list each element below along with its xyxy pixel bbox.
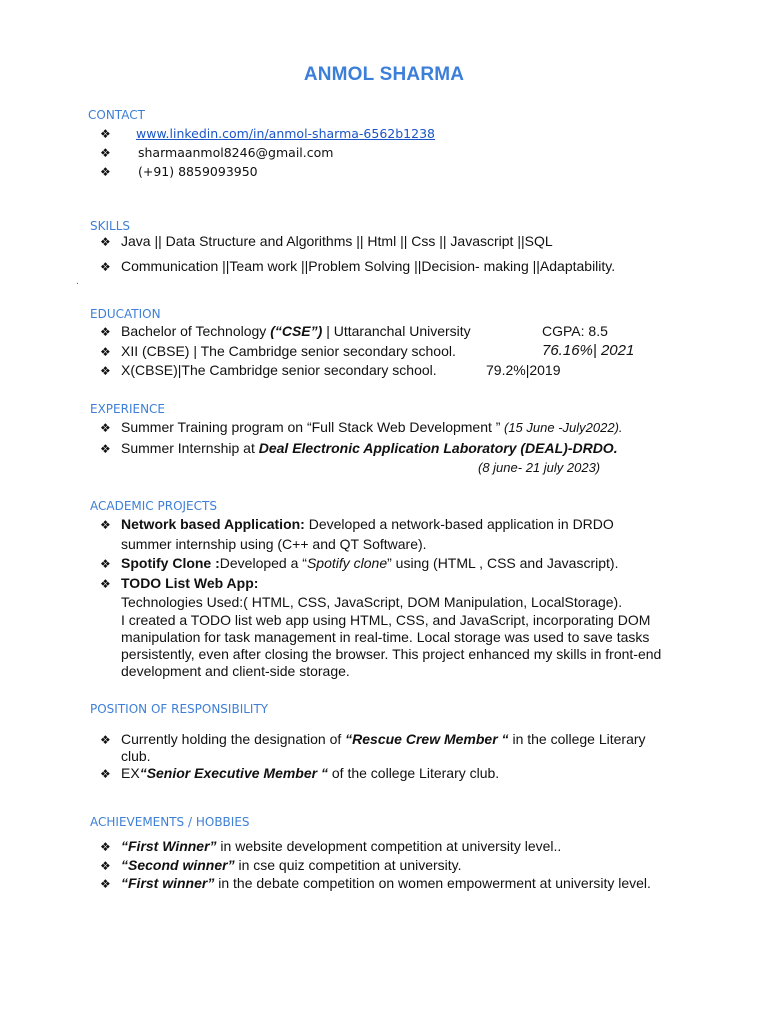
education-btech: Bachelor of Technology (“CSE”) | Uttaranchal University xyxy=(121,323,471,339)
achievements-heading: ACHIEVEMENTS / HOBBIES xyxy=(90,815,250,829)
bullet-icon: ❖ xyxy=(100,325,111,339)
bullet-icon: ❖ xyxy=(100,146,111,160)
project-todo-desc-3: persistently, even after closing the browser. This project enhanced my skills in front-end xyxy=(121,646,662,662)
experience-internship: Summer Internship at Deal Electronic Application Laboratory (DEAL)-DRDO. xyxy=(121,440,618,456)
project-network-line2: summer internship using (C++ and QT Software). xyxy=(121,536,427,552)
bullet-icon: ❖ xyxy=(100,364,111,378)
bullet-icon: ❖ xyxy=(100,577,111,591)
education-btech-score: CGPA: 8.5 xyxy=(542,323,608,339)
email-text: sharmaanmol8246@gmail.com xyxy=(138,145,334,160)
phone-text: (+91) 8859093950 xyxy=(138,164,258,179)
education-xii: XII (CBSE) | The Cambridge senior secondary school. xyxy=(121,343,456,359)
contact-heading: CONTACT xyxy=(88,108,145,122)
project-todo-title: TODO List Web App: xyxy=(121,575,259,591)
skills-soft: Communication ||Team work ||Problem Solving ||Decision- making ||Adaptability. xyxy=(121,258,616,274)
bullet-icon: ❖ xyxy=(100,235,111,249)
experience-internship-date: (8 june- 21 july 2023) xyxy=(478,460,601,475)
achievement-debate: “First winner” in the debate competition on women empowerment at university level. xyxy=(121,875,651,891)
experience-training-date: (15 June -July2022). xyxy=(504,420,623,435)
responsibility-heading: POSITION OF RESPONSIBILITY xyxy=(90,702,269,716)
linkedin-link[interactable]: www.linkedin.com/in/anmol-sharma-6562b1238 xyxy=(136,126,435,141)
experience-heading: EXPERIENCE xyxy=(90,402,166,416)
bullet-icon: ❖ xyxy=(100,442,111,456)
bullet-icon: ❖ xyxy=(100,840,111,854)
stray-dot: . xyxy=(76,276,79,287)
projects-heading: ACADEMIC PROJECTS xyxy=(90,499,217,513)
bullet-icon: ❖ xyxy=(100,767,111,781)
bullet-icon: ❖ xyxy=(100,345,111,359)
candidate-name: ANMOL SHARMA xyxy=(303,64,465,85)
education-x-score: 79.2%|2019 xyxy=(486,362,561,378)
achievement-quiz: “Second winner” in cse quiz competition at university. xyxy=(121,857,462,873)
bullet-icon: ❖ xyxy=(100,733,111,747)
education-x: X(CBSE)|The Cambridge senior secondary school. xyxy=(121,362,437,378)
bullet-icon: ❖ xyxy=(100,859,111,873)
bullet-icon: ❖ xyxy=(100,165,111,179)
bullet-icon: ❖ xyxy=(100,260,111,274)
project-todo-desc-1: I created a TODO list web app using HTML, CSS, and JavaScript, incorporating DOM xyxy=(121,612,651,628)
bullet-icon: ❖ xyxy=(100,557,111,571)
responsibility-executive: EX“Senior Executive Member “ of the college Literary club. xyxy=(121,765,500,781)
skills-heading: SKILLS xyxy=(90,219,131,233)
responsibility-rescue-line2: club. xyxy=(121,748,151,764)
achievement-web: “First Winner” in website development competition at university level.. xyxy=(121,838,562,854)
experience-training: Summer Training program on “Full Stack Web Development ” xyxy=(121,419,501,435)
bullet-icon: ❖ xyxy=(100,421,111,435)
bullet-icon: ❖ xyxy=(100,518,111,532)
project-todo-desc-4: development and client-side storage. xyxy=(121,663,350,679)
project-network: Network based Application: Developed a network-based application in DRDO xyxy=(121,516,614,532)
project-spotify: Spotify Clone :Developed a “Spotify clone” using (HTML , CSS and Javascript). xyxy=(121,555,619,571)
skills-technical: Java || Data Structure and Algorithms || Html || Css || Javascript ||SQL xyxy=(121,233,553,249)
project-todo-desc-2: manipulation for task management in real-time. Local storage was used to save tasks xyxy=(121,629,650,645)
education-heading: EDUCATION xyxy=(90,307,161,321)
bullet-icon: ❖ xyxy=(100,877,111,891)
education-xii-score: 76.16%| 2021 xyxy=(542,342,635,359)
bullet-icon: ❖ xyxy=(100,127,111,141)
project-todo-tech: Technologies Used:( HTML, CSS, JavaScript, DOM Manipulation, LocalStorage). xyxy=(121,594,623,610)
responsibility-rescue: Currently holding the designation of “Rescue Crew Member “ in the college Literary xyxy=(121,731,646,747)
